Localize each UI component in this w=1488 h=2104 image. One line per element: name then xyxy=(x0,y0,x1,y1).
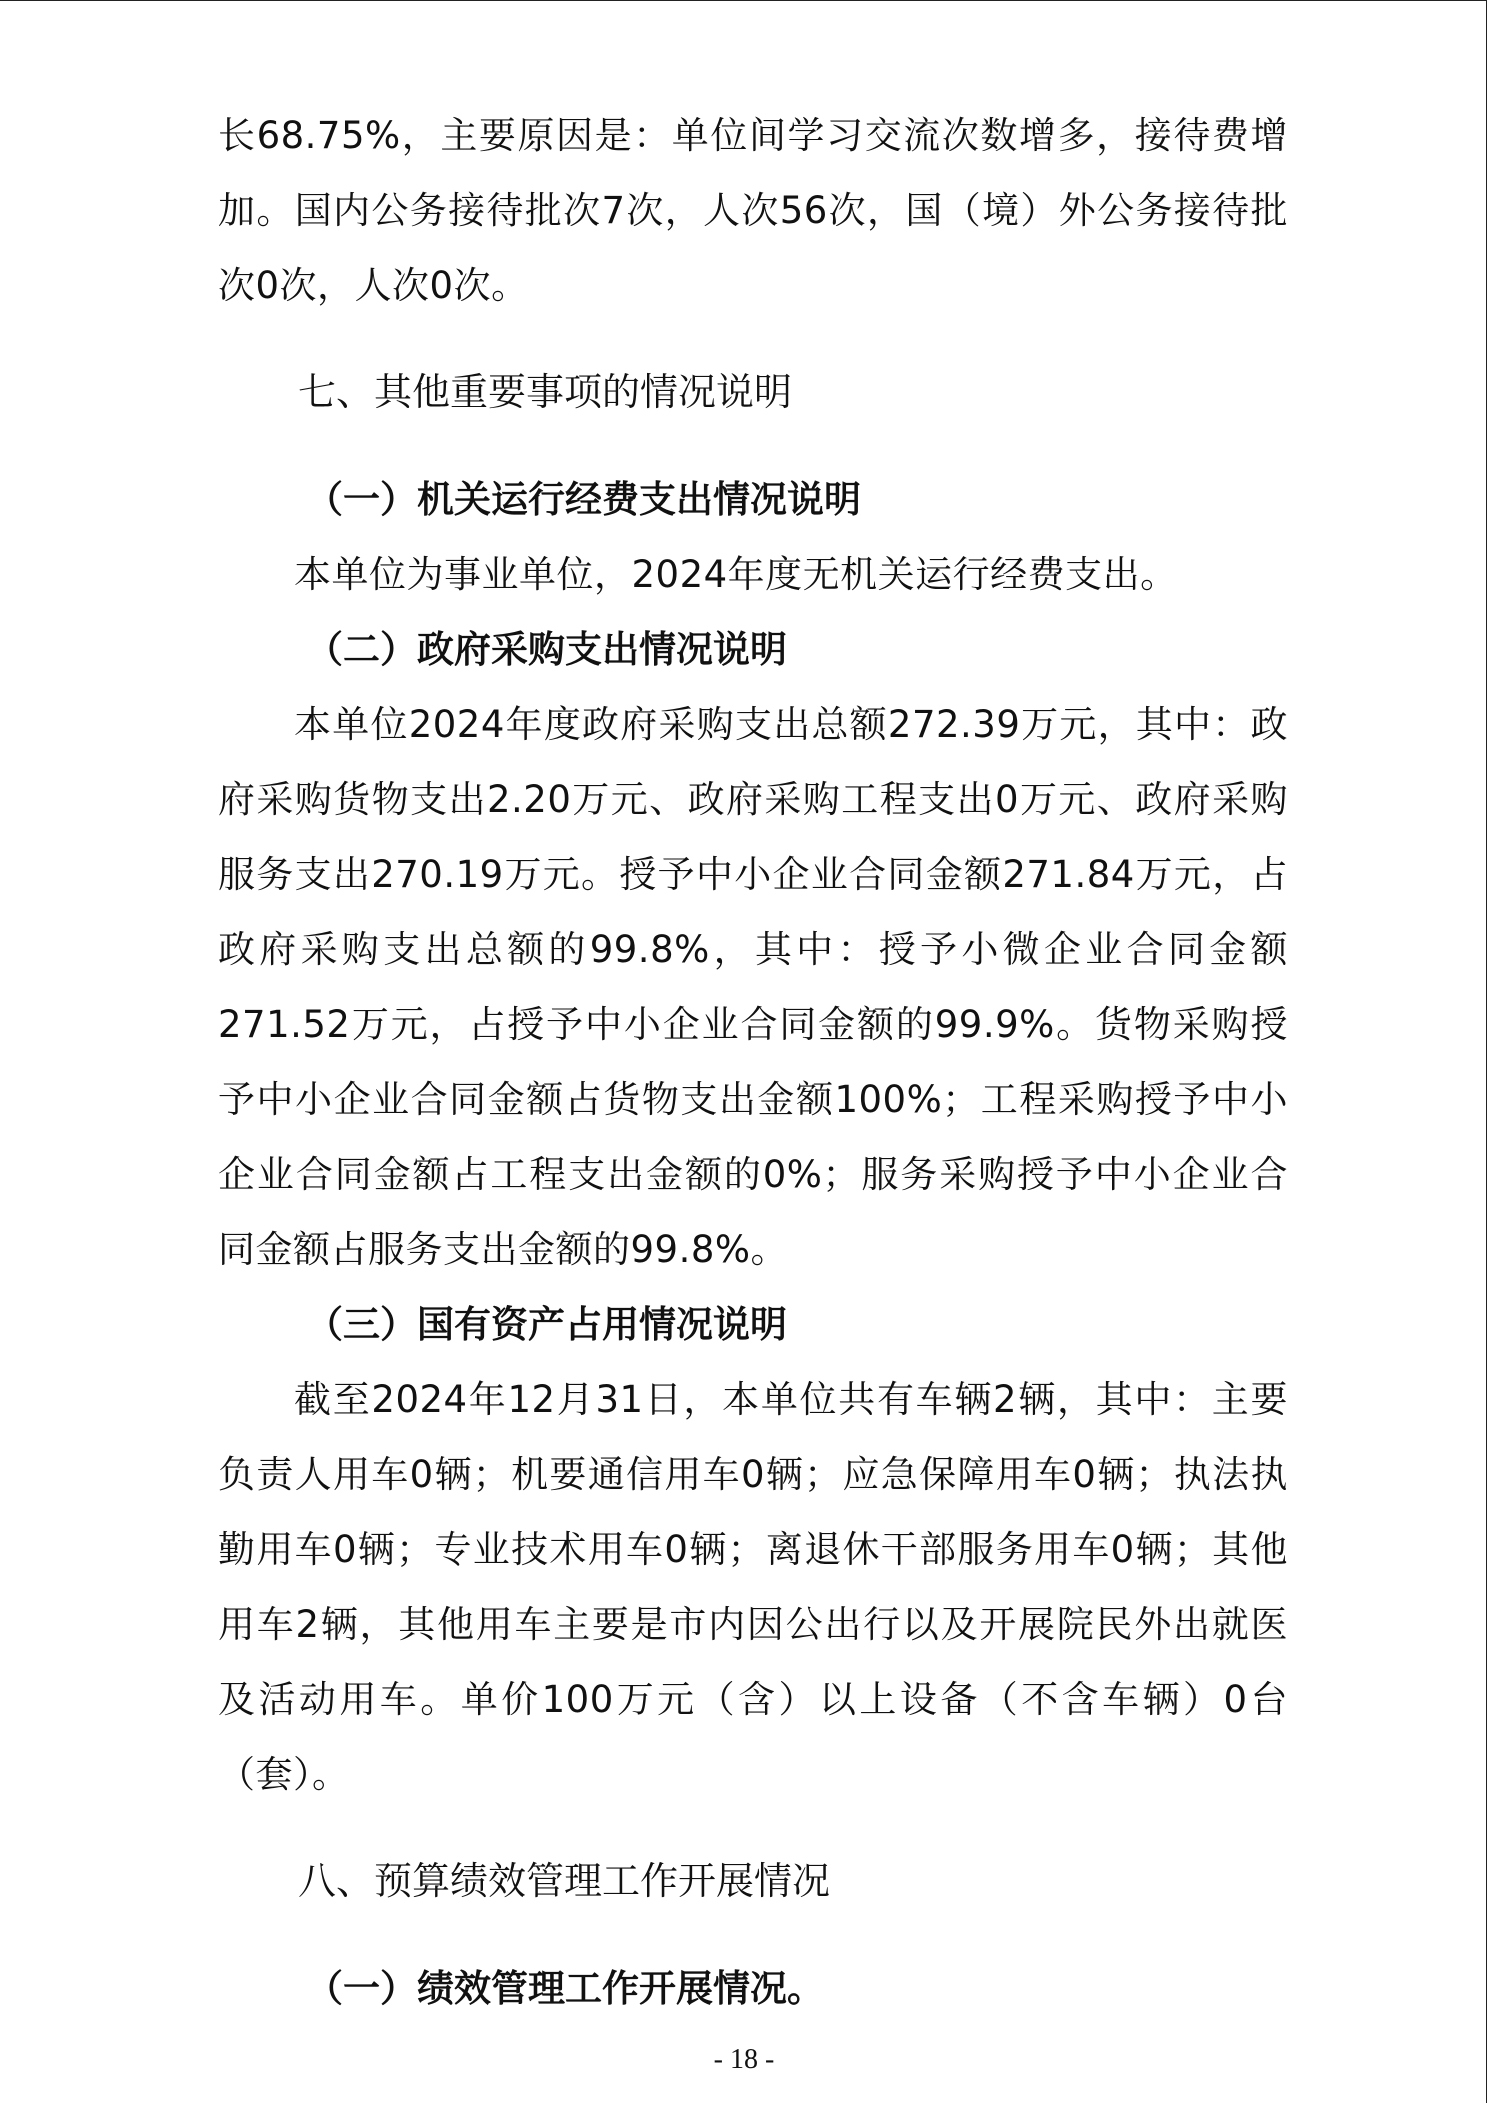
document-body xyxy=(218,98,1288,2026)
subsection-7-2-heading: （二）政府采购支出情况说明 xyxy=(306,628,787,671)
section-7-heading: 七、其他重要事项的情况说明 xyxy=(298,370,793,414)
section-8-heading: 八、预算绩效管理工作开展情况 xyxy=(298,1859,831,1903)
subsection-8-1-heading: （一）绩效管理工作开展情况。 xyxy=(306,1967,824,2010)
intro-paragraph: 长68.75%，主要原因是：单位间学习交流次数增多，接待费增加。国内公务接待批次7次，人次56次，国（境）外公务接待批次0次，人次0次。 xyxy=(218,114,1288,307)
subsection-7-2-paragraph: 本单位2024年度政府采购支出总额272.39万元，其中：政府采购货物支出2.20万元、政府采购工程支出0万元、政府采购服务支出270.19万元。授予中小企业合同金额271.84万元，占政府采购支出总额的99.8%，其中：授予小微企业合同金额271.52万元，占授予中小企业合同金额的99.9%。货物采购授予中小企业合同金额占货物支出金额100%；工程采购授予中小企业合同金额占工程支出金额的0%；服务采购授予中小企业合同金额占服务支出金额的99.8%。 xyxy=(218,703,1288,1271)
subsection-7-1-paragraph: 本单位为事业单位，2024年度无机关运行经费支出。 xyxy=(294,553,1178,596)
subsection-7-1-heading: （一）机关运行经费支出情况说明 xyxy=(306,478,861,521)
subsection-7-3-heading: （三）国有资产占用情况说明 xyxy=(306,1303,787,1346)
subsection-7-3-paragraph: 截至2024年12月31日，本单位共有车辆2辆，其中：主要负责人用车0辆；机要通信用车0辆；应急保障用车0辆；执法执勤用车0辆；专业技术用车0辆；离退休干部服务用车0辆；其他用车2辆，其他用车主要是市内因公出行以及开展院民外出就医及活动用车。单价100万元（含）以上设备（不含车辆）0台（套）。 xyxy=(218,1378,1288,1796)
page-number: - 18 - xyxy=(713,2044,775,2075)
